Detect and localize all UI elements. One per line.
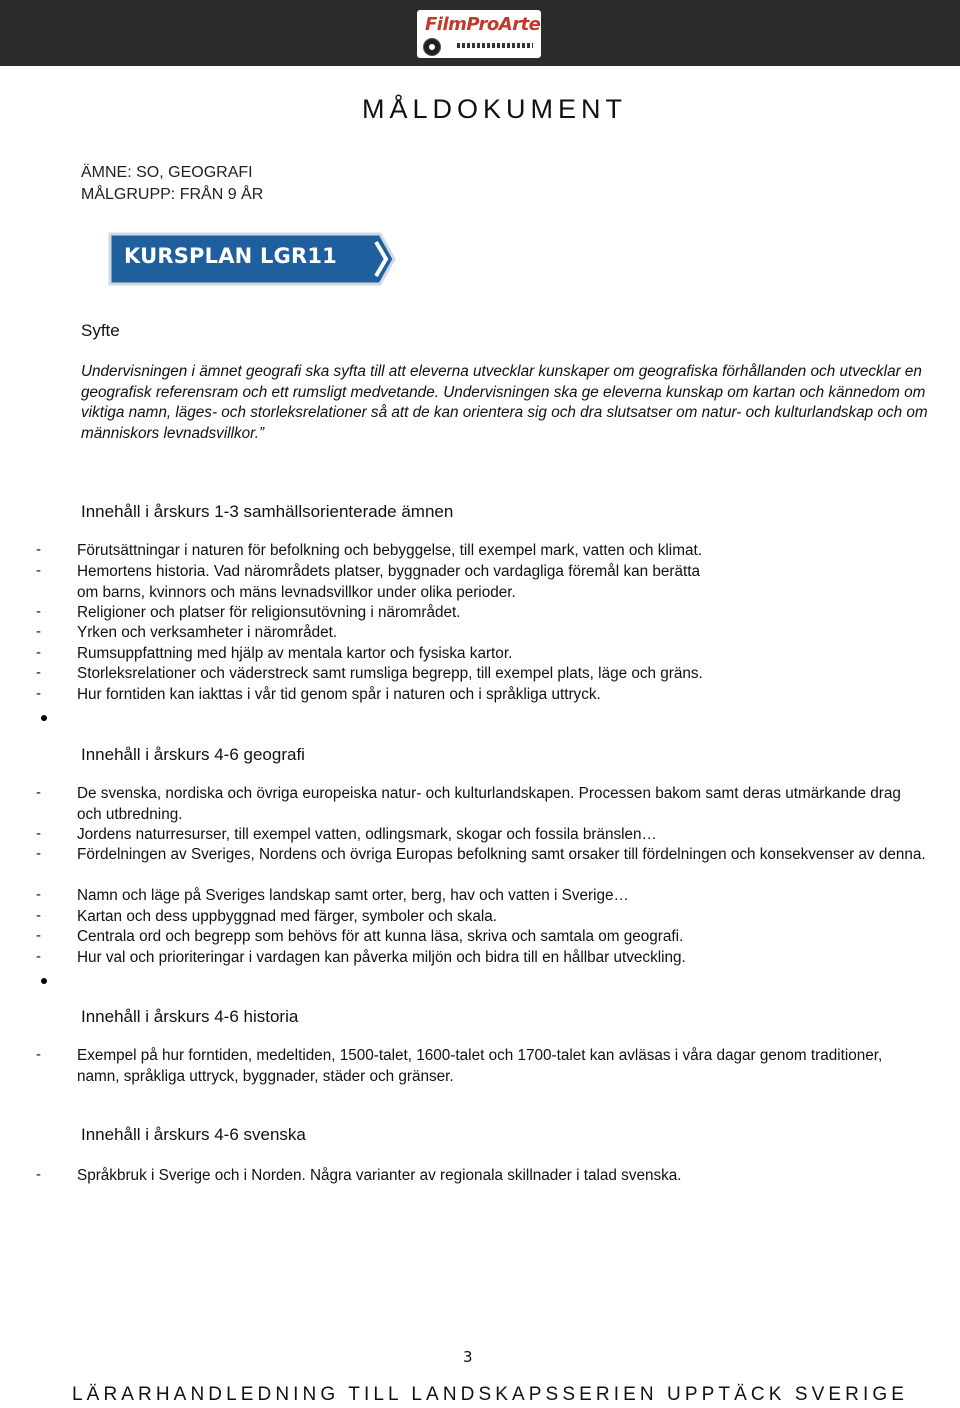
dash-marker: - [36,603,41,620]
page-number: 3 [463,1348,473,1366]
kursplan-badge [108,232,396,286]
list-item-text: Fördelningen av Sveriges, Nordens och övriga Europas befolkning samt orsaker till fördelningen och konsekvenser av denna. [77,846,926,863]
section-heading-4-6-geografi: Innehåll i årskurs 4-6 geografi [81,745,305,764]
dash-marker: - [36,541,41,558]
list-item-text: De svenska, nordiska och övriga europeiska natur- och kulturlandskapen. Processen bakom samt deras utmärkande drag och utbredning. [77,785,901,823]
list-item-text: Hemortens historia. Vad närområdets platser, byggnader och vardagliga föremål kan berätta om barns, kvinnors och mäns levnadsvillkor under olika perioder. [77,563,700,601]
kursplan-badge-label: KURSPLAN LGR11 [124,244,337,268]
syfte-heading: Syfte [81,321,120,340]
logo-subline [457,43,533,48]
list-item-text: Yrken och verksamheter i närområdet. [77,624,338,641]
dash-marker: - [36,664,41,681]
logo-text: FilmProArte [425,14,541,35]
list-item-text: Hur val och prioriteringar i vardagen kan påverka miljön och bidra till en hållbar utveckling. [77,949,686,966]
dash-marker: - [36,845,41,862]
dash-marker: - [36,644,41,661]
footer-title: LÄRARHANDLEDNING TILL LANDSKAPSSERIEN UPPTÄCK SVERIGE [72,1384,909,1405]
list-item-text: Förutsättningar i naturen för befolkning och bebyggelse, till exempel mark, vatten och klimat. [77,542,702,559]
dash-marker: - [36,886,41,903]
dash-marker: - [36,784,41,801]
section-heading-4-6-svenska: Innehåll i årskurs 4-6 svenska [81,1125,306,1144]
dash-marker: - [36,1166,41,1183]
list-item-text: Storleksrelationer och väderstreck samt rumsliga begrepp, till exempel plats, läge och gräns. [77,665,703,682]
list-item-text: Jordens naturresurser, till exempel vatten, odlingsmark, skogar och fossila bränslen… [77,826,657,843]
section-heading-4-6-historia: Innehåll i årskurs 4-6 historia [81,1007,299,1026]
list-item-text: Centrala ord och begrepp som behövs för att kunna läsa, skriva och samtala om geografi. [77,928,684,945]
empty-bullet [41,978,47,984]
list-item-text: Språkbruk i Sverige och i Norden. Några varianter av regionala skillnader i talad svenska. [77,1167,682,1184]
dash-marker: - [36,562,41,579]
syfte-paragraph: Undervisningen i ämnet geografi ska syfta till att eleverna utvecklar kunskaper om geografiska förhållanden och utvecklar en geografisk referensram och ett rumsligt medvetande. Undervisningen ska ge eleverna kunskap om kartan och kännedom om viktiga namn, läges- och storleksrelationer så att de kan orientera sig och dra slutsatser om natur- och kulturlandskap och om människors levnadsvillkor.” [81,363,928,443]
list-item-text: Hur forntiden kan iakttas i vår tid genom spår i naturen och i språkliga uttryck. [77,686,601,703]
subject-line: ÄMNE: SO, GEOGRAFI [81,164,253,181]
list-item-text: Exempel på hur forntiden, medeltiden, 1500-talet, 1600-talet och 1700-talet kan avläsas i våra dagar genom traditioner, namn, språkliga uttryck, byggnader, städer och gränser. [77,1047,883,1085]
dash-marker: - [36,927,41,944]
empty-bullet [41,715,47,721]
list-item-text: Religioner och platser för religionsutövning i närområdet. [77,604,461,621]
film-reel-icon [423,38,441,56]
document-title: MÅLDOKUMENT [362,94,628,124]
list-item-text: Rumsuppfattning med hjälp av mentala kartor och fysiska kartor. [77,645,513,662]
dash-marker: - [36,685,41,702]
list-item-text: Namn och läge på Sveriges landskap samt orter, berg, hav och vatten i Sverige… [77,887,629,904]
dash-marker: - [36,623,41,640]
filmproarte-logo [417,10,541,58]
dash-marker: - [36,825,41,842]
dash-marker: - [36,907,41,924]
top-bar [0,0,960,66]
list-item-text: Kartan och dess uppbyggnad med färger, symboler och skala. [77,908,498,925]
section-heading-1-3: Innehåll i årskurs 1-3 samhällsorienterade ämnen [81,502,454,521]
audience-line: MÅLGRUPP: FRÅN 9 ÅR [81,186,264,203]
dash-marker: - [36,948,41,965]
dash-marker: - [36,1046,41,1063]
